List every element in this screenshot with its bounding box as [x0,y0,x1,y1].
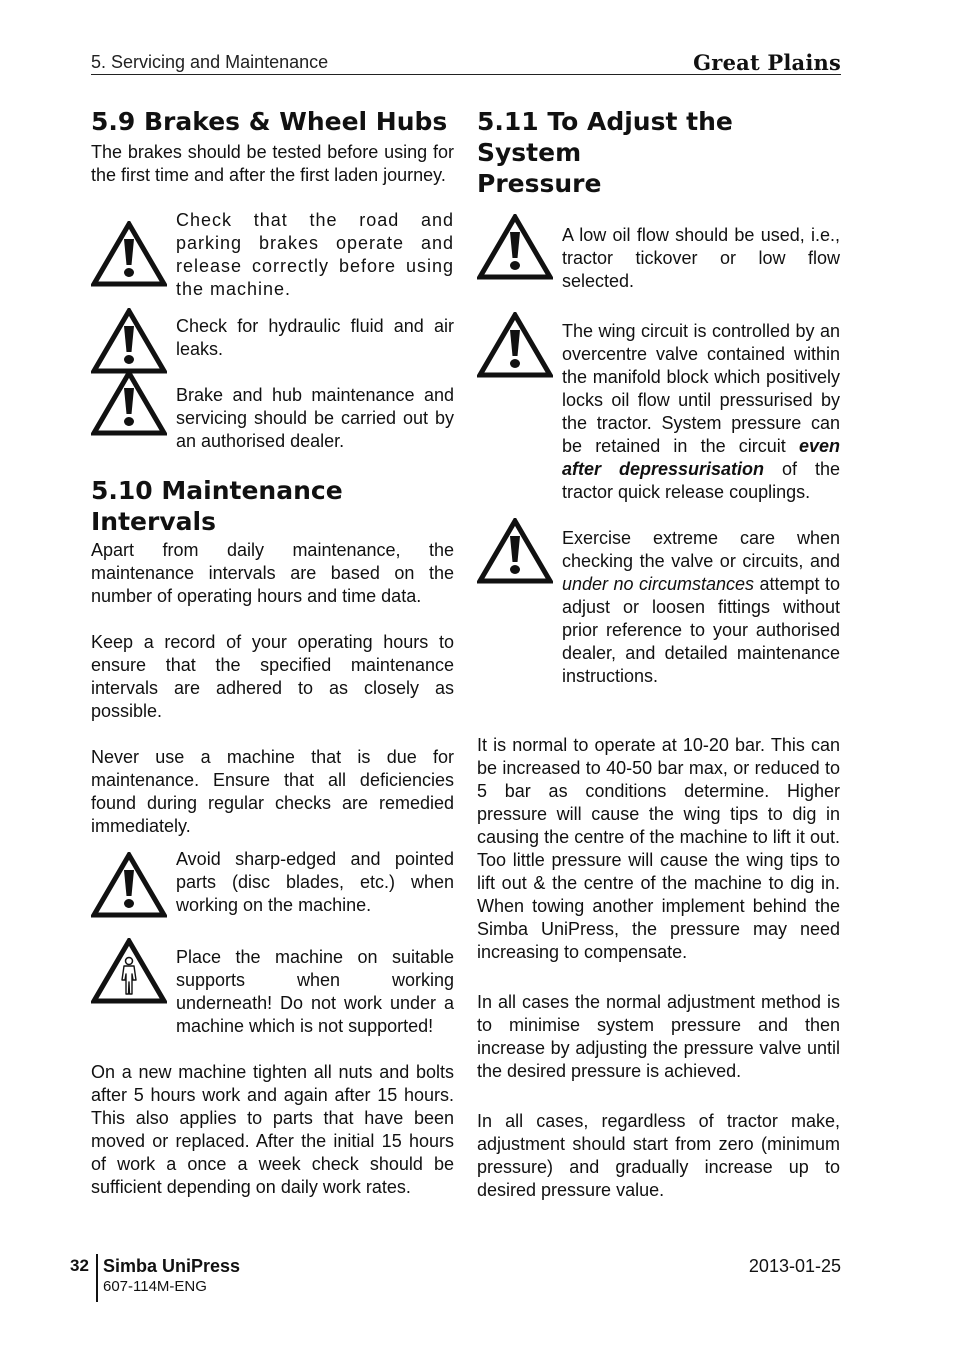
document-date: 2013-01-25 [748,1256,841,1276]
section-5-9-heading: 5.9 Brakes & Wheel Hubs [91,107,448,136]
section-5-11-heading [477,106,840,199]
warning-icon [91,308,167,374]
wing-circuit-text-b: of the tractor quick release couplings. [562,459,840,502]
intervals-paragraph-3: Never use a machine that is due for maintenance. Ensure that all deficiencies found during regular checks are remedied immediately. [91,747,454,836]
warning-low-flow-text: A low oil flow should be used, i.e., tractor tickover or low flow selected. [562,225,840,291]
brakes-intro: The brakes should be tested before using for the first time and after the first laden journey. [91,142,454,185]
extreme-care-text-b: attempt to adjust or loosen fittings without prior reference to your authorised dealer, and detailed maintenance instructions. [562,574,841,686]
warning-icon [477,518,553,584]
warning-icon [91,370,167,436]
warning-wing-circuit-text [562,320,840,504]
warning-sharp-edges-text: Avoid sharp-edged and pointed parts (disc blades, etc.) when working on the machine. [176,849,454,915]
warning-dealer [91,384,454,453]
warning-sharp-edges [91,848,454,917]
pressure-paragraph-2: In all cases the normal adjustment method is to minimise system pressure and then increase by adjusting the pressure valve until the desired pressure is achieved. [477,992,840,1081]
warning-leaks-text: Check for hydraulic fluid and air leaks. [176,316,454,359]
intervals-paragraph-2: Keep a record of your operating hours to ensure that the specified maintenance intervals are adhered to as closely as possible. [91,632,454,721]
warning-icon [477,214,553,280]
brand-logo: Great Plains [693,50,841,75]
tightening-paragraph: On a new machine tighten all nuts and bolts after 5 hours work and again after 15 hours. This also applies to parts that have been moved or replaced. After the initial 15 hours of work a once a week check should be sufficient depending on daily work rates. [91,1062,454,1197]
warning-low-flow [477,224,840,293]
warning-brakes [91,209,454,301]
warning-dealer-text: Brake and hub maintenance and servicing should be carried out by an authorised dealer. [176,385,454,451]
section-5-11-heading-line2: Pressure [477,169,602,198]
wing-circuit-text-a: The wing circuit is controlled by an overcentre valve contained within the manifold block which positively locks oil flow until pressurised by the tractor. System pressure can be retained in the circuit [562,321,840,456]
worker-warning-icon [91,938,167,1004]
warning-supports-text: Place the machine on suitable supports when working underneath! Do not work under a machine which is not supported! [176,947,454,1036]
warning-leaks [91,315,454,361]
extreme-care-text-a: Exercise extreme care when checking the valve or circuits, and [562,528,840,571]
page-header [91,50,841,75]
warning-wing-circuit [477,320,840,504]
header-section-title: 5. Servicing and Maintenance [91,52,329,72]
extreme-care-emphasis: under no circumstances [562,574,755,594]
left-column [91,106,454,1199]
intervals-paragraph-1: Apart from daily maintenance, the maintenance intervals are based on the number of operating hours and time data. [91,540,454,606]
warning-extreme-care-text [562,527,840,688]
footer-divider [96,1254,98,1302]
warning-icon [477,312,553,378]
warning-supports [91,946,454,1038]
page-number: 32 [70,1256,89,1275]
warning-icon [91,221,167,287]
wing-circuit-emphasis: even after depressurisation [562,436,840,479]
section-5-10-heading-line2: Intervals [91,507,216,536]
product-name: Simba UniPress [103,1256,241,1276]
section-5-10-heading [91,475,454,537]
document-code: 607-114M-ENG [103,1278,207,1295]
warning-extreme-care [477,527,840,688]
warning-brakes-text: Check that the road and parking brakes operate and release correctly before using the machine. [176,210,454,299]
right-column [477,106,840,1202]
pressure-paragraph-1: It is normal to operate at 10-20 bar. This can be increased to 40-50 bar max, or reduced to 5 bar as conditions determine. Higher pressure will cause the wing tips to dig in causing the centre of the machine to lift it out. Too little pressure will cause the wing tips to lift out & the centre of the machine to dig in. When towing another implement behind the Simba UniPress, the pressure may need increasing to compensate. [477,735,840,962]
section-5-10-heading-line1: 5.10 Maintenance [91,476,343,505]
pressure-paragraph-3: In all cases, regardless of tractor make, adjustment should start from zero (minimum pressure) and gradually increase up to desired pressure value. [477,1111,840,1200]
section-5-11-heading-line1: 5.11 To Adjust the System [477,107,733,167]
warning-icon [91,852,167,918]
